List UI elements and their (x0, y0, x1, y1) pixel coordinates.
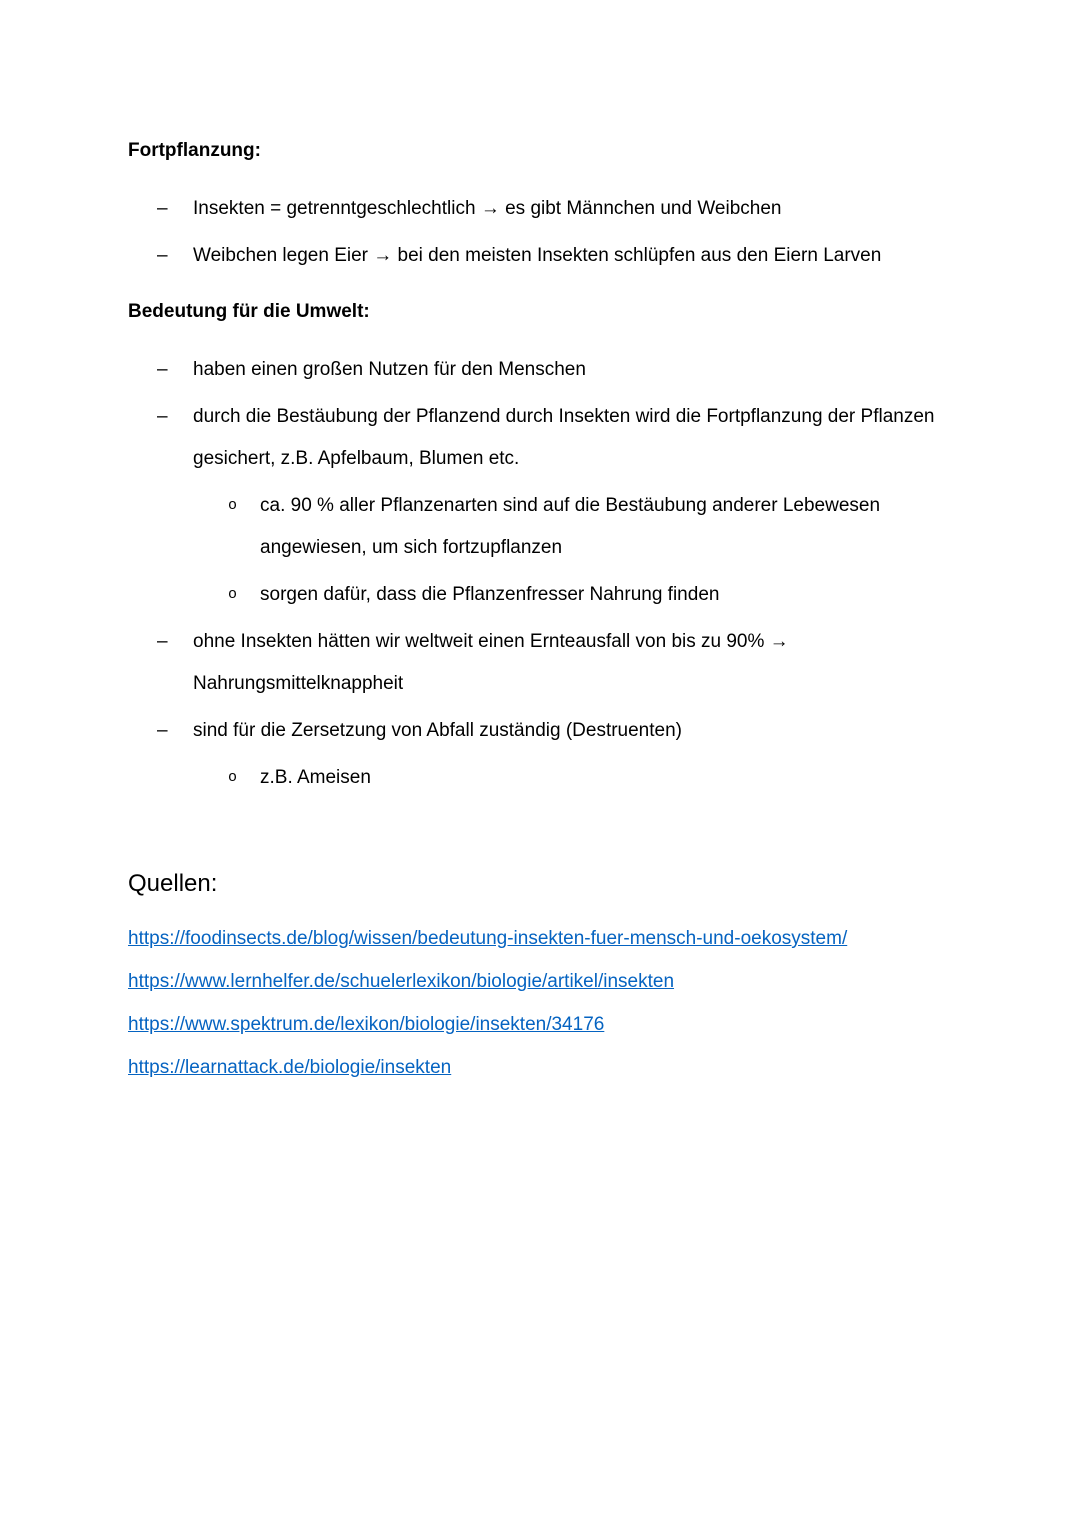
dash-bullet-marker: – (157, 720, 168, 741)
bullet-item (157, 349, 958, 391)
bullet-item (157, 188, 958, 230)
section-heading: Fortpflanzung: (128, 140, 261, 161)
bullet-item (157, 710, 958, 752)
sources-heading: Quellen: (128, 870, 218, 897)
bullet-item (157, 621, 958, 705)
dash-bullet-marker: – (157, 631, 168, 652)
bullet-text: durch die Bestäubung der Pflanzend durch Insekten wird die Fortpflanzung der Pflanzen gesichert, z.B. Apfelbaum, Blumen etc. (193, 406, 935, 469)
sub-bullet-text: sorgen dafür, dass die Pflanzenfresser Nahrung finden (260, 584, 720, 605)
source-link[interactable]: https://www.spektrum.de/lexikon/biologie/insekten/34176 (128, 1014, 605, 1035)
source-link[interactable]: https://www.lernhelfer.de/schuelerlexikon/biologie/artikel/insekten (128, 971, 675, 992)
sub-bullet-text: ca. 90 % aller Pflanzenarten sind auf die Bestäubung anderer Lebewesen angewiesen, um sich fortzupflanzen (260, 495, 881, 558)
bullet-item (157, 396, 958, 480)
bullet-text: sind für die Zersetzung von Abfall zuständig (Destruenten) (193, 720, 682, 741)
dash-bullet-marker: – (157, 406, 168, 427)
bullet-text: haben einen großen Nutzen für den Menschen (193, 359, 586, 380)
section-heading: Bedeutung für die Umwelt: (128, 301, 370, 322)
source-link-row (128, 1046, 958, 1089)
bullet-text: Weibchen legen Eier → bei den meisten Insekten schlüpfen aus den Eiern Larven (193, 245, 882, 266)
sub-bullet-item (228, 485, 958, 569)
section-quellen (128, 869, 958, 1089)
circle-bullet-marker: o (228, 769, 238, 786)
bullet-text: Insekten = getrenntgeschlechtlich → es gibt Männchen und Weibchen (193, 198, 782, 219)
source-link-row (128, 960, 958, 1003)
sub-bullet-item (228, 574, 958, 616)
bullet-item (157, 235, 958, 277)
circle-bullet-marker: o (228, 497, 238, 514)
source-link-row (128, 917, 958, 960)
section-bedeutung-umwelt (128, 291, 958, 799)
source-link[interactable]: https://learnattack.de/biologie/insekten (128, 1057, 452, 1078)
dash-bullet-marker: – (157, 245, 168, 266)
dash-bullet-marker: – (157, 359, 168, 380)
sub-bullet-item (228, 757, 958, 799)
source-link-row (128, 1003, 958, 1046)
source-link[interactable]: https://foodinsects.de/blog/wissen/bedeutung-insekten-fuer-mensch-und-oekosystem/ (128, 928, 848, 949)
bullet-text: ohne Insekten hätten wir weltweit einen Ernteausfall von bis zu 90% → Nahrungsmittelknappheit (193, 631, 789, 694)
dash-bullet-marker: – (157, 198, 168, 219)
sub-bullet-text: z.B. Ameisen (260, 767, 371, 788)
section-fortpflanzung (128, 130, 958, 277)
circle-bullet-marker: o (228, 586, 238, 603)
